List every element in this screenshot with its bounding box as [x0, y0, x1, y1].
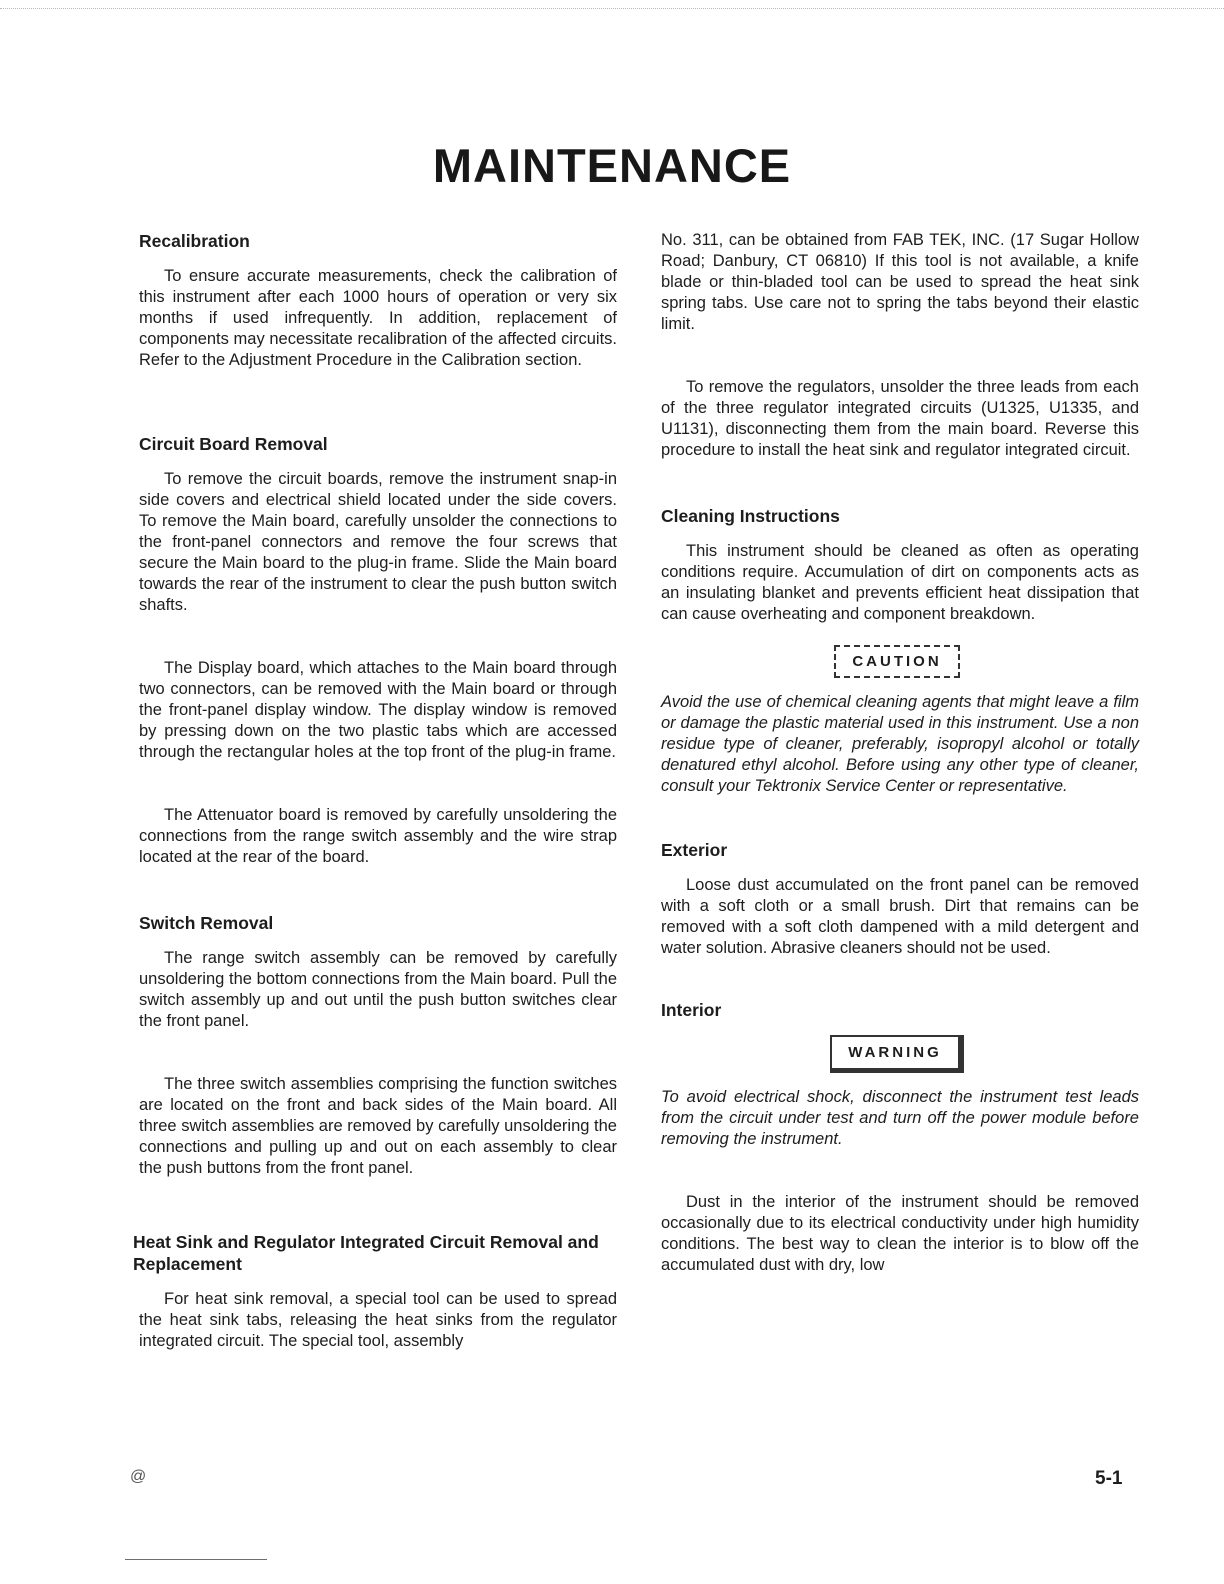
bottom-rule: [125, 1559, 267, 1560]
recalibration-paragraph: To ensure accurate measurements, check the calibration of this instrument after each 1000 hours of operation or very six months if used infrequently. In addition, replacement of components may necessitate recalibration of the affected circuits. Refer to the Adjustment Procedure in the Calibration section.: [139, 267, 617, 369]
right-column: [655, 230, 1139, 1276]
left-column: [133, 230, 617, 1352]
exterior-paragraph: Loose dust accumulated on the front panel can be removed with a soft cloth or a small brush. Dirt that remains can be removed with a soft cloth dampened with a mild detergent and water solution. Abrasive cleaners should not be used.: [661, 876, 1139, 957]
warning-label: WARNING: [830, 1035, 964, 1073]
recalibration-heading: Recalibration: [139, 231, 250, 251]
caution-box-wrapper: [655, 645, 1139, 678]
regulator-removal-paragraph: To remove the regulators, unsolder the three leads from each of the three regulator integrated circuits (U1325, U1335, and U1131), disconnecting them from the main board. Reverse this procedure to install the heat sink and regulator integrated circuit.: [661, 378, 1139, 459]
interior-heading: Interior: [661, 1000, 722, 1020]
switch-removal-paragraph-2: The three switch assemblies comprising the function switches are located on the front and back sides of the Main board. All three switch assemblies are removed by carefully unsoldering the connections and pulling up and out on each assembly to clear the push buttons from the front panel.: [139, 1075, 617, 1177]
top-border-line: [0, 8, 1224, 9]
circuit-board-paragraph-3: The Attenuator board is removed by carefully unsoldering the connections from the range switch assembly and the wire strap located at the rear of the board.: [139, 806, 617, 866]
cleaning-instructions-heading: Cleaning Instructions: [661, 506, 840, 526]
page-number: 5-1: [1095, 1468, 1123, 1489]
warning-box-wrapper: [655, 1035, 1139, 1073]
switch-removal-paragraph-1: The range switch assembly can be removed by carefully unsoldering the bottom connections from the Main board. Pull the switch assembly up and out until the push button switches clear the front panel.: [139, 949, 617, 1030]
cleaning-paragraph: This instrument should be cleaned as often as operating conditions require. Accumulation of dirt on components acts as an insulating blanket and prevents efficient heat dissipation that can cause overheating and component breakdown.: [661, 542, 1139, 623]
page-title: MAINTENANCE: [432, 139, 792, 192]
exterior-heading: Exterior: [661, 840, 728, 860]
caution-text: Avoid the use of chemical cleaning agents that might leave a film or damage the plastic material used in this instrument. Use a non residue type of cleaner, preferably, isopropyl alcohol or totally denatured ethyl alcohol. Before using any other type of cleaner, consult your Tektronix Service Center or representative.: [661, 693, 1139, 795]
footer-mark: @: [130, 1468, 147, 1485]
switch-removal-heading: Switch Removal: [139, 913, 274, 933]
caution-label: CAUTION: [834, 645, 959, 678]
interior-paragraph: Dust in the interior of the instrument should be removed occasionally due to its electrical conductivity under high humidity conditions. The best way to clean the interior is to blow off the accumulated dust with dry, low: [661, 1193, 1139, 1274]
circuit-board-removal-heading: Circuit Board Removal: [139, 434, 328, 454]
heat-sink-heading: Heat Sink and Regulator Integrated Circuit Removal and Replacement: [133, 1232, 599, 1274]
heat-sink-continued-paragraph: No. 311, can be obtained from FAB TEK, INC. (17 Sugar Hollow Road; Danbury, CT 06810) If this tool is not available, a knife blade or thin-bladed tool can be used to spread the heat sink spring tabs. Use care not to spring the tabs beyond their elastic limit.: [661, 231, 1139, 333]
circuit-board-paragraph-2: The Display board, which attaches to the Main board through two connectors, can be removed with the Main board or through the front-panel display window. The display window is removed by pressing down on the two plastic tabs which are accessed through the rectangular holes at the top front of the plug-in frame.: [139, 659, 617, 761]
circuit-board-paragraph-1: To remove the circuit boards, remove the instrument snap-in side covers and electrical shield located under the side covers. To remove the Main board, carefully unsolder the connections to the front-panel connectors and remove the four screws that secure the Main board to the plug-in frame. Slide the Main board towards the rear of the instrument to clear the push button switch shafts.: [139, 470, 617, 614]
warning-text: To avoid electrical shock, disconnect the instrument test leads from the circuit under test and turn off the power module before removing the instrument.: [661, 1088, 1139, 1148]
heat-sink-paragraph-1: For heat sink removal, a special tool can be used to spread the heat sink tabs, releasing the heat sinks from the regulator integrated circuit. The special tool, assembly: [139, 1290, 617, 1350]
